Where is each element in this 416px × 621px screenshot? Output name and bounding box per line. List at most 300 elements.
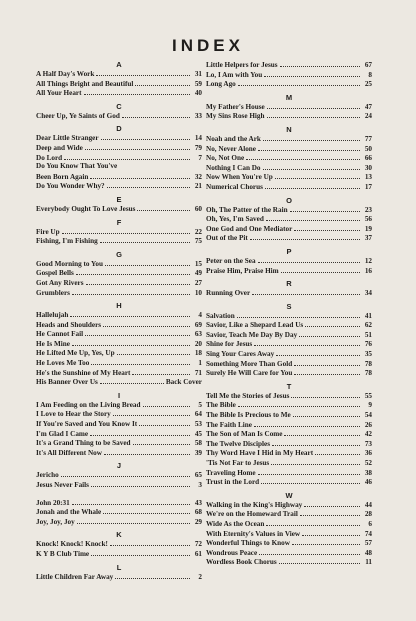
entry-title: Jonah and the Whale: [36, 508, 102, 517]
index-entry: [36, 320, 202, 330]
dot-leader: [275, 172, 360, 179]
index-entry: [36, 162, 202, 172]
dot-leader: [293, 410, 360, 417]
entry-title: Fishing, I'm Fishing: [36, 237, 98, 246]
entry-title: Praise Him, Praise Him: [206, 266, 279, 275]
section-letter: F: [116, 217, 122, 227]
entry-page: 15: [194, 259, 202, 268]
index-entry: [206, 529, 372, 539]
section-letter: S: [286, 301, 292, 311]
entry-page: 69: [194, 320, 202, 329]
index-entry: [36, 358, 202, 368]
entry-title: Sing Your Cares Away: [206, 350, 275, 359]
dot-leader: [267, 111, 360, 118]
dot-leader: [90, 429, 190, 436]
entry-title: Good Morning to You: [36, 259, 104, 268]
dot-leader: [96, 69, 190, 76]
index-entry: [206, 79, 372, 89]
entry-title: Shine for Jesus: [206, 340, 253, 349]
index-entry: [36, 69, 202, 79]
entry-page: 34: [364, 289, 372, 298]
section-letter: M: [285, 92, 293, 102]
entry-title: The Bible Is Precious to Me: [206, 411, 291, 420]
dot-leader: [254, 420, 360, 427]
entry-title: Everybody Ought To Love Jesus: [36, 204, 136, 213]
index-entry: [36, 498, 202, 508]
entry-page: 67: [364, 61, 372, 69]
entry-title: Do You Know That You've: [36, 162, 118, 171]
dot-leader: [115, 572, 190, 579]
entry-page: 19: [364, 224, 372, 233]
section-letter: O: [286, 195, 292, 205]
entry-page: 28: [364, 510, 372, 519]
index-entry: [36, 259, 202, 269]
page-title: INDEX: [172, 36, 244, 55]
entry-page: 76: [364, 340, 372, 349]
index-entry: [36, 172, 202, 182]
entry-title: K Y B Club Time: [36, 549, 90, 558]
section-letter: E: [116, 194, 122, 204]
index-entry: [36, 227, 202, 237]
entry-title: Long Ago: [206, 80, 236, 89]
entry-title: Now When You're Up: [206, 173, 273, 182]
dot-leader: [122, 111, 190, 118]
entry-title: Numerical Chorus: [206, 182, 263, 191]
entry-page: 18: [194, 349, 202, 358]
entry-page: 68: [194, 508, 202, 517]
dot-leader: [252, 288, 360, 295]
entry-page: 16: [364, 266, 372, 275]
entry-title: Deep and Wide: [36, 143, 83, 152]
entry-title: His Banner Over Us: [36, 378, 98, 387]
entry-page: 4: [198, 311, 202, 320]
section-letter: C: [116, 101, 122, 111]
dot-leader: [237, 311, 360, 318]
entry-page: 43: [194, 498, 202, 507]
index-entry: [206, 477, 372, 487]
entry-page: 56: [364, 215, 372, 224]
entry-title: Wide As the Ocean: [206, 519, 265, 528]
dot-leader: [72, 339, 190, 346]
entry-page: 47: [364, 102, 372, 111]
index-entry: [36, 88, 202, 98]
entry-page: 49: [194, 269, 202, 278]
entry-title: Peter on the Sea: [206, 256, 256, 265]
dot-leader: [299, 330, 360, 337]
index-entry: [36, 368, 202, 378]
entry-title: The Bible: [206, 401, 236, 410]
dot-leader: [64, 153, 190, 160]
entry-page: 22: [194, 227, 202, 236]
entry-title: Nothing I Can Do: [206, 163, 261, 172]
dot-leader: [250, 233, 360, 240]
entry-title: Got Any Rivers: [36, 278, 84, 287]
dot-leader: [72, 498, 190, 505]
entry-page: 79: [194, 143, 202, 152]
entry-title: Thy Word Have I Hid in My Heart: [206, 449, 314, 458]
entry-title: Running Over: [206, 289, 251, 298]
dot-leader: [272, 439, 360, 446]
index-entry: [206, 448, 372, 458]
entry-title: John 20:31: [36, 498, 70, 507]
entry-page: 38: [364, 468, 372, 477]
index-entry: [36, 204, 202, 214]
entry-title: Do Lord: [36, 153, 63, 162]
entry-title: Surely He Will Care for You: [206, 369, 293, 378]
index-entry: [206, 548, 372, 558]
index-entry: [36, 470, 202, 480]
entry-page: 12: [364, 256, 372, 265]
entry-page: 20: [194, 339, 202, 348]
entry-title: I Am Feeding on the Living Bread: [36, 400, 141, 409]
dot-leader: [292, 538, 360, 545]
dot-leader: [280, 60, 360, 67]
entry-page: 51: [364, 330, 372, 339]
index-entry: [206, 256, 372, 266]
entry-page: 52: [364, 459, 372, 467]
entry-title: Oh, Yes, I'm Saved: [206, 215, 264, 224]
entry-page: 62: [364, 321, 372, 330]
index-entry: [206, 205, 372, 215]
index-entry: [206, 311, 372, 321]
index-entry: [36, 549, 202, 559]
index-entry: [36, 400, 202, 410]
dot-leader: [104, 448, 190, 455]
dot-leader: [107, 181, 190, 188]
entry-page: 57: [364, 539, 372, 548]
index-entry: [36, 288, 202, 298]
dot-leader: [110, 539, 190, 546]
dot-leader: [103, 320, 190, 327]
entry-title: Wonderful Things to Know: [206, 539, 290, 548]
dot-leader: [238, 79, 360, 86]
dot-leader: [91, 480, 190, 487]
index-entry: [36, 448, 202, 458]
entry-page: 14: [194, 134, 202, 143]
dot-leader: [261, 477, 360, 484]
entry-title: Knock! Knock! Knock!: [36, 540, 108, 549]
entry-page: 42: [364, 430, 372, 439]
entry-title: Wondrous Peace: [206, 548, 258, 557]
dot-leader: [302, 529, 360, 536]
index-entry: [36, 419, 202, 429]
entry-title: Something More Than Gold: [206, 359, 293, 368]
dot-leader: [105, 259, 190, 266]
entry-title: We're on the Homeward Trail: [206, 510, 298, 519]
entry-title: Walking in the King's Highway: [206, 500, 303, 509]
dot-leader: [290, 205, 360, 212]
index-entry: [36, 348, 202, 358]
dot-leader: [90, 172, 190, 179]
index-entry: [36, 310, 202, 320]
index-entry: [36, 377, 202, 387]
entry-title: Oh, The Patter of the Rain: [206, 205, 288, 214]
entry-page: 40: [194, 89, 202, 98]
entry-title: It's a Grand Thing to be Saved: [36, 439, 131, 448]
dot-leader: [62, 227, 190, 234]
entry-title: Trust in the Lord: [206, 478, 260, 487]
entry-page: 48: [364, 548, 372, 557]
entry-page: 78: [364, 369, 372, 378]
entry-title: I Love to Hear the Story: [36, 410, 111, 419]
index-entry: [206, 400, 372, 410]
section-letter: R: [286, 279, 292, 289]
entry-page: 65: [194, 471, 202, 480]
entry-page: 71: [194, 368, 202, 377]
dot-leader: [305, 320, 360, 327]
section-letter: A: [116, 60, 122, 69]
entry-page: 23: [364, 205, 372, 214]
dot-leader: [246, 153, 360, 160]
index-entry: [36, 429, 202, 439]
dot-leader: [300, 509, 360, 516]
entry-title: If You're Saved and You Know It: [36, 420, 138, 429]
entry-page: 27: [194, 278, 202, 287]
section-letter: T: [286, 381, 292, 391]
index-entry: [206, 439, 372, 449]
index-entry: [206, 182, 372, 192]
entry-title: Fire Up: [36, 227, 60, 236]
index-entry: [206, 153, 372, 163]
entry-page: 41: [364, 311, 372, 320]
dot-leader: [76, 268, 190, 275]
dot-leader: [266, 214, 360, 221]
index-entry: [206, 468, 372, 478]
entry-page: 39: [194, 448, 202, 457]
dot-leader: [238, 400, 360, 407]
entry-page: 8: [368, 70, 372, 79]
entry-title: All Your Heart: [36, 89, 82, 98]
entry-page: 13: [364, 173, 372, 182]
index-entry: [36, 329, 202, 339]
dot-leader: [70, 310, 190, 317]
entry-page: 60: [194, 204, 202, 213]
entry-title: Savior, Like a Shepard Lead Us: [206, 321, 304, 330]
entry-title: A Half Day's Work: [36, 70, 95, 78]
entry-title: Joy, Joy, Joy: [36, 517, 75, 526]
entry-page: 21: [194, 182, 202, 191]
dot-leader: [263, 163, 360, 170]
dot-leader: [100, 236, 190, 243]
entry-title: With Eternity's Values in View: [206, 529, 301, 538]
entry-title: Dear Little Stranger: [36, 134, 99, 143]
entry-page: 64: [194, 410, 202, 419]
entry-title: He Lifted Me Up, Yes, Up: [36, 349, 115, 358]
entry-page: 10: [194, 288, 202, 297]
dot-leader: [91, 549, 190, 556]
entry-title: It's All Different Now: [36, 448, 102, 457]
entry-page: 11: [365, 558, 372, 567]
index-entry: [36, 153, 202, 163]
dot-leader: [133, 438, 190, 445]
dot-leader: [254, 339, 360, 346]
index-entry: [36, 490, 202, 498]
dot-leader: [61, 470, 190, 477]
index-entry: [206, 144, 372, 154]
entry-page: 44: [364, 500, 372, 509]
entry-page: 58: [194, 439, 202, 448]
entry-page: 24: [364, 112, 372, 121]
index-entry: [206, 266, 372, 276]
entry-title: Heads and Shoulders: [36, 320, 102, 329]
entry-page: 46: [364, 478, 372, 487]
dot-leader: [143, 400, 191, 407]
dot-leader: [119, 162, 190, 168]
dot-leader: [258, 256, 360, 263]
index-entry: [206, 320, 372, 330]
entry-page: 61: [194, 549, 202, 558]
right-column: [206, 60, 372, 571]
entry-page: 66: [364, 154, 372, 163]
entry-title: Wordless Book Chorus: [206, 558, 277, 567]
dot-leader: [139, 419, 190, 426]
entry-title: Noah and the Ark: [206, 134, 261, 143]
dot-leader: [294, 359, 360, 366]
dot-leader: [284, 429, 360, 436]
dot-leader: [315, 448, 360, 455]
index-entry: [206, 102, 372, 112]
dot-leader: [84, 88, 190, 95]
index-entry: [206, 538, 372, 548]
entry-title: He Is Mine: [36, 339, 70, 348]
dot-leader: [259, 548, 360, 555]
section-letter: G: [116, 249, 122, 259]
index-entry: [36, 507, 202, 517]
entry-title: Gospel Bells: [36, 269, 74, 278]
dot-leader: [294, 224, 360, 231]
entry-title: All Things Bright and Beautiful: [36, 79, 134, 88]
index-entry: [206, 134, 372, 144]
entry-title: Little Children Far Away: [36, 572, 114, 581]
dot-leader: [72, 288, 190, 295]
index-entry: [36, 79, 202, 89]
index-entry: [36, 480, 202, 490]
index-entry: [36, 539, 202, 549]
index-entry: [206, 214, 372, 224]
index-entry: [36, 111, 202, 121]
entry-page: 5: [198, 400, 202, 409]
dot-leader: [101, 133, 190, 140]
index-entry: [36, 339, 202, 349]
entry-title: No, Never Alone: [206, 144, 256, 153]
entry-title: Lo, I Am with You: [206, 70, 263, 79]
entry-page: Back Cover: [165, 378, 202, 387]
entry-page: 53: [194, 420, 202, 429]
dot-leader: [276, 349, 360, 356]
index-entry: [36, 517, 202, 527]
index-entry: [206, 429, 372, 439]
entry-page: 78: [364, 359, 372, 368]
index-entry: [206, 60, 372, 70]
index-entry: [206, 509, 372, 519]
entry-title: My Sins Rose High: [206, 112, 265, 121]
entry-page: 74: [364, 529, 372, 538]
entry-title: He Loves Me Too: [36, 359, 90, 368]
dot-leader: [85, 329, 190, 336]
index-entry: [206, 224, 372, 234]
index-entry: [206, 410, 372, 420]
left-column: [36, 60, 202, 585]
index-entry: [206, 172, 372, 182]
dot-leader: [291, 391, 360, 398]
entry-page: 37: [364, 234, 372, 243]
entry-title: Cheer Up, Ye Saints of God: [36, 111, 120, 120]
section-letter: W: [285, 490, 293, 500]
entry-page: 31: [194, 70, 202, 78]
dot-leader: [265, 182, 360, 189]
dot-leader: [281, 266, 360, 273]
entry-title: No, Not One: [206, 154, 245, 163]
dot-leader: [267, 102, 360, 109]
entry-title: Savior, Teach Me Day By Day: [206, 330, 298, 339]
section-letter: L: [116, 562, 122, 572]
section-letter: I: [117, 390, 121, 400]
entry-title: Jesus Never Fails: [36, 481, 89, 489]
index-entry: [36, 181, 202, 191]
index-entry: [36, 143, 202, 153]
entry-title: Been Born Again: [36, 172, 89, 181]
index-entry: [36, 278, 202, 288]
entry-title: I'm Glad I Came: [36, 429, 89, 438]
index-entry: [36, 133, 202, 143]
entry-page: 36: [364, 449, 372, 458]
dot-leader: [135, 79, 190, 86]
entry-page: 1: [198, 359, 202, 368]
dot-leader: [258, 468, 360, 475]
entry-page: 35: [364, 350, 372, 359]
entry-title: 'Tis Not Far to Jesus: [206, 459, 270, 467]
entry-page: 6: [368, 519, 372, 528]
index-entry: [36, 268, 202, 278]
section-letter: N: [286, 124, 292, 134]
index-entry: [206, 500, 372, 510]
entry-page: 25: [364, 80, 372, 89]
dot-leader: [86, 278, 190, 285]
dot-leader: [137, 204, 190, 211]
entry-title: Out of the Pit: [206, 234, 248, 243]
entry-page: 9: [368, 401, 372, 410]
entry-page: 73: [364, 439, 372, 448]
dot-leader: [279, 557, 360, 564]
entry-page: 17: [364, 182, 372, 191]
entry-title: He Cannot Fail: [36, 330, 84, 339]
index-entry: [206, 359, 372, 369]
dot-leader: [117, 348, 190, 355]
dot-leader: [266, 519, 360, 526]
section-letter: J: [116, 461, 122, 471]
index-entry: [206, 519, 372, 529]
section-letter: K: [116, 530, 122, 540]
index-entry: [206, 368, 372, 378]
section-letter: P: [286, 246, 292, 256]
dot-leader: [304, 500, 360, 507]
dot-leader: [85, 143, 190, 150]
dot-leader: [113, 409, 190, 416]
index-entry: [206, 163, 372, 173]
entry-page: 55: [364, 391, 372, 400]
entry-page: 32: [194, 172, 202, 181]
entry-title: Hallelujah: [36, 311, 69, 320]
index-entry: [206, 420, 372, 430]
entry-page: 72: [194, 540, 202, 549]
entry-page: 50: [364, 144, 372, 153]
section-letter: D: [116, 124, 122, 134]
entry-title: Grumblers: [36, 288, 70, 297]
dot-leader: [132, 368, 190, 375]
index-entry: [206, 288, 372, 298]
dot-leader: [77, 517, 190, 524]
entry-page: 54: [364, 411, 372, 420]
